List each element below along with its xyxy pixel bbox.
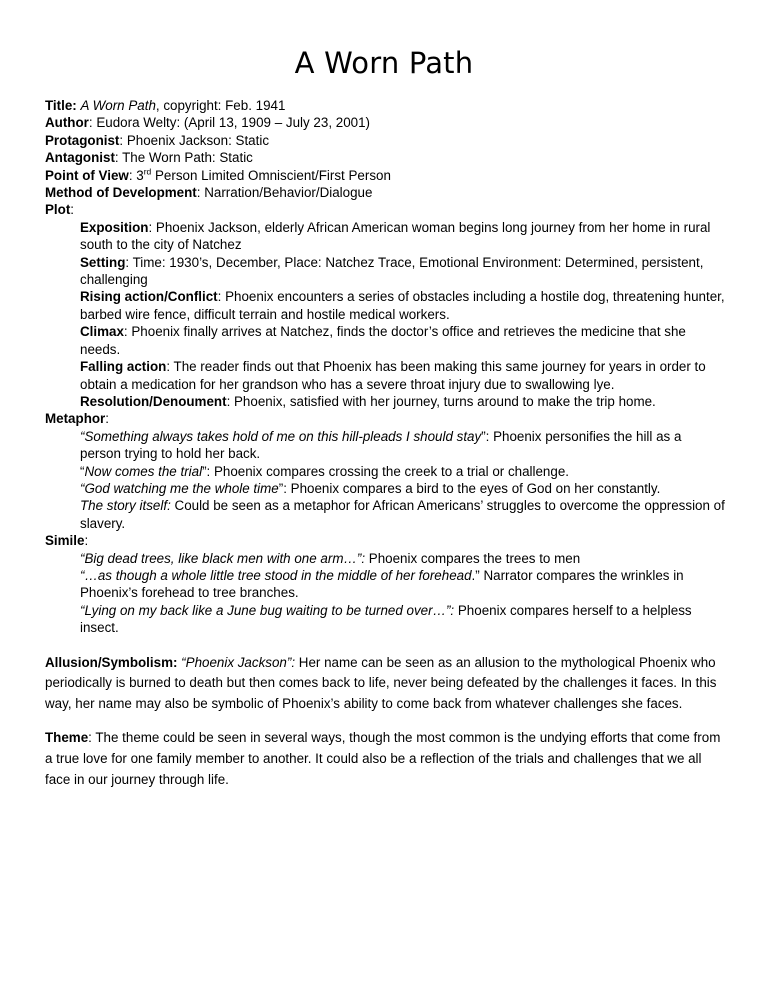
pov-value-post: Person Limited Omniscient/First Person [151,167,391,183]
simile-explanation: Phoenix compares herself to a helpless insect. [80,602,692,636]
plot-falling-action [45,358,725,393]
plot-exposition [45,219,725,254]
plot-item-text: : Phoenix Jackson, elderly African American woman begins long journey from her home in rural south to the city of Natchez [80,219,711,253]
metaphor-heading-colon: : [105,411,109,427]
metaphor-item [45,497,725,532]
protagonist-value: : Phoenix Jackson: Static [119,132,270,148]
pov-value-pre: : 3 [128,167,144,183]
info-pov-line [45,167,725,184]
title-label: Title: [45,98,77,113]
plot-item-text: : Phoenix encounters a series of obstacles including a hostile dog, threatening hunter, barbed wire fence, difficult terrain and hostile medical workers. [80,289,725,322]
simile-section [45,532,725,636]
document-body [45,97,725,790]
metaphor-explanation: Could be seen as a metaphor for African Americans’ struggles to overcome the oppression of slavery. [80,498,725,531]
info-method-line [45,184,725,201]
metaphor-section [45,410,725,532]
author-value: : Eudora Welty: (April 13, 1909 – July 23, 2001) [88,115,371,131]
plot-item-text: : Phoenix, satisfied with her journey, turns around to make the trip home. [226,393,656,409]
theme-paragraph [45,728,725,790]
author-label: Author [45,115,89,131]
plot-item-label: Climax [80,324,124,340]
allusion-text: Her name can be seen as an allusion to the mythological Phoenix who periodically is burned to death but then comes back to life, never being defeated by the challenges it faces. In this way, her name may also be symbolic of Phoenix’s ability to come back from whatever challenges she faces. [45,654,717,711]
metaphor-quote: “Something always takes hold of me on this hill-pleads I should stay [80,428,482,444]
simile-quote: “Big dead trees, like black men with one arm…”: [80,550,366,566]
simile-item [45,550,725,567]
metaphor-quote: Now comes the trial [84,463,203,479]
simile-explanation: .” Narrator compares the wrinkles in Phoenix’s forehead to tree branches. [80,567,684,601]
metaphor-item [45,463,725,480]
simile-heading-colon: : [84,533,89,549]
metaphor-quote: “God watching me the whole time [80,480,279,496]
metaphor-explanation: ”: Phoenix personifies the hill as a person trying to hold her back. [80,428,682,462]
plot-section [45,201,725,410]
method-value: : Narration/Behavior/Dialogue [196,185,373,201]
metaphor-explanation: ”: Phoenix compares crossing the creek to a trial or challenge. [202,463,569,479]
plot-item-label: Setting [80,254,126,270]
info-title-line [45,97,725,114]
plot-item-label: Falling action [80,359,167,375]
metaphor-explanation: ”: Phoenix compares a bird to the eyes of God on her constantly. [278,480,661,496]
metaphor-quote: The story itself: [80,498,171,514]
protagonist-label: Protagonist [45,132,120,148]
method-label: Method of Development [45,185,197,201]
title-value: A Worn Path [80,98,156,113]
metaphor-item [45,428,725,463]
metaphor-heading [45,410,725,427]
theme-label: Theme [45,730,89,746]
plot-item-label: Rising action/Conflict [80,289,218,305]
simile-quote: “Lying on my back like a June bug waiting to be turned over…”: [80,602,455,618]
title-copyright: , copyright: Feb. 1941 [155,98,286,113]
plot-item-text: : Phoenix finally arrives at Natchez, finds the doctor’s office and retrieves the medicine that she needs. [80,324,686,357]
info-protagonist-line [45,132,725,149]
antagonist-label: Antagonist [45,150,115,166]
allusion-paragraph [45,653,725,715]
info-author-line [45,114,725,131]
simile-explanation: Phoenix compares the trees to men [365,550,581,566]
metaphor-open-quote: “ [80,463,85,479]
simile-item [45,567,725,602]
plot-item-text: : The reader finds out that Phoenix has been making this same journey for years in order to obtain a medication for her grandson who has a severe throat injury due to swallowing lye. [80,359,706,392]
theme-text: : The theme could be seen in several ways, though the most common is the undying efforts that come from a true love for one family member to another. It could also be a reflection of the trials and challenges that we all face in our journey through life. [45,730,721,787]
allusion-quote: “Phoenix Jackson”: [181,654,296,670]
spacer [45,714,725,728]
plot-setting [45,254,725,289]
pov-value-sup: rd [143,166,152,177]
plot-item-label: Exposition [80,219,149,235]
metaphor-item [45,480,725,497]
plot-heading [45,201,725,218]
plot-rising-action [45,288,725,323]
simile-quote: “…as though a whole little tree stood in the middle of her forehead [80,567,472,583]
simile-item [45,602,725,637]
simile-heading [45,532,725,549]
plot-item-label: Resolution/Denoument [80,393,227,409]
allusion-label: Allusion/Symbolism: [45,654,178,670]
plot-resolution [45,393,725,410]
spacer [45,637,725,653]
antagonist-value: : The Worn Path: Static [114,150,253,166]
info-antagonist-line [45,149,725,166]
page-title: A Worn Path [294,46,474,80]
simile-heading-text: Simile [45,533,85,549]
metaphor-heading-text: Metaphor [45,411,106,427]
plot-climax [45,323,725,358]
pov-label: Point of View [45,167,129,183]
plot-heading-text: Plot [45,202,71,218]
plot-heading-colon: : [70,202,75,218]
plot-item-text: : Time: 1930’s, December, Place: Natchez Trace, Emotional Environment: Determined, persistent, challenging [80,254,704,288]
